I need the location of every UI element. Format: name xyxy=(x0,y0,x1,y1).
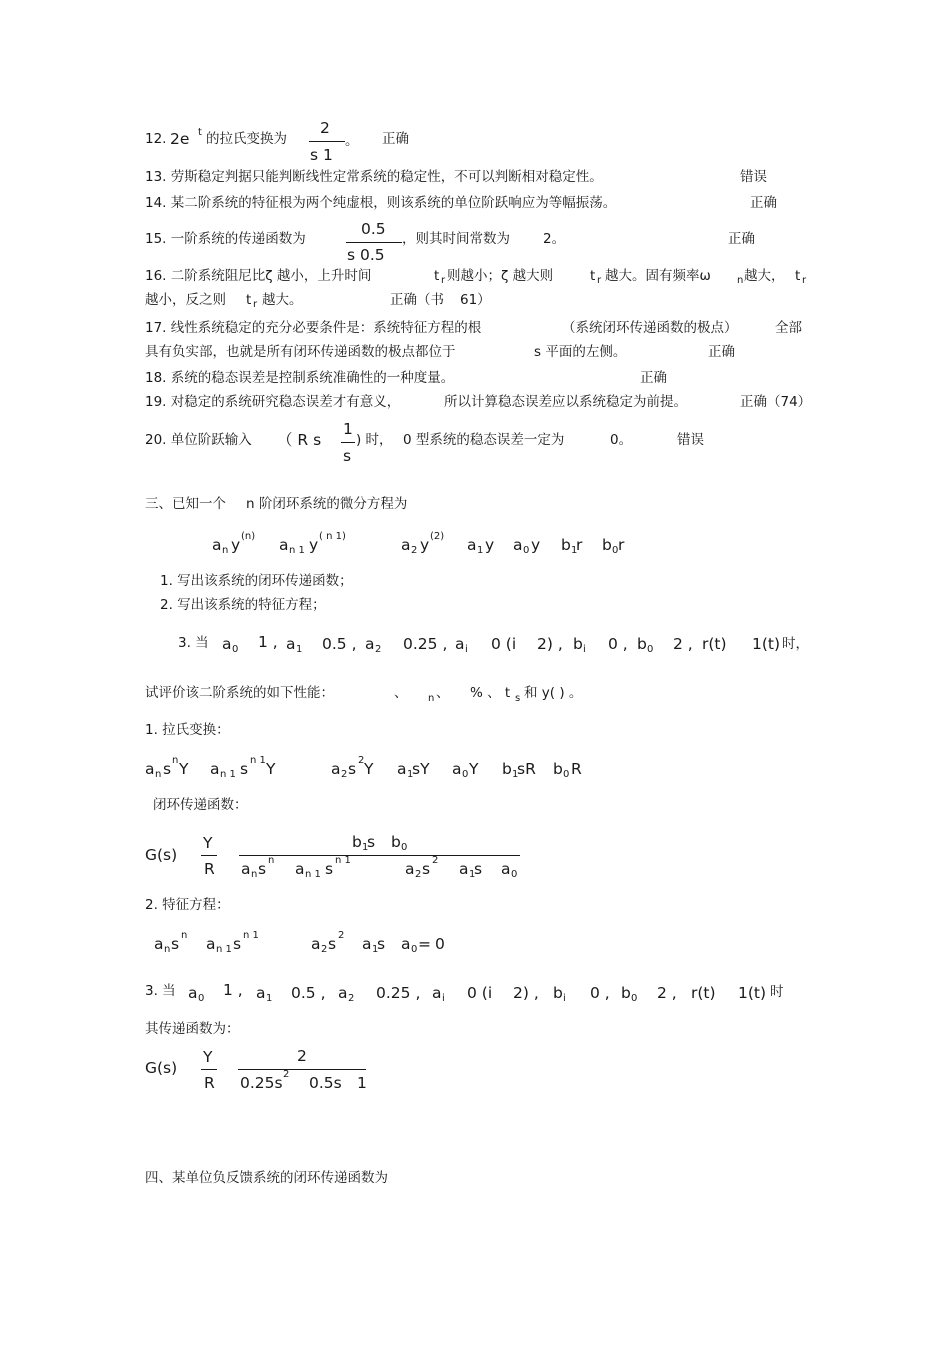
transfer-function-R: R xyxy=(204,1074,215,1092)
q12-answer: 正确 xyxy=(382,131,409,147)
section3-requirement-1: 1. 写出该系统的闭环传递函数； xyxy=(160,573,353,589)
q19-answer: 正确（74） xyxy=(740,394,812,410)
q16-tr-2-sub: r xyxy=(597,275,602,286)
q16-tr-1: t xyxy=(434,268,440,284)
q16-text-f: 越大， xyxy=(744,268,785,284)
q14-text: 14. 某二阶系统的特征根为两个纯虚根，则该系统的单位阶跃响应为等幅振荡。 xyxy=(145,195,617,211)
q20-rs: （ R s xyxy=(277,431,322,449)
section3-title-b: n 阶闭环系统的微分方程为 xyxy=(246,496,408,512)
section3-requirement-2: 2. 写出该系统的特征方程； xyxy=(160,597,326,613)
q15-answer: 正确 xyxy=(728,231,755,247)
q14-answer: 正确 xyxy=(750,195,777,211)
q12-frac-bar xyxy=(309,141,345,142)
q16-line2-tr-sub: r xyxy=(253,299,258,310)
q16-line2-a: 越小，反之则 xyxy=(145,292,226,308)
q12-period: 。 xyxy=(345,133,359,149)
q13-text: 13. 劳斯稳定判据只能判断线性定常系统的稳定性，不可以判断相对稳定性。 xyxy=(145,169,603,185)
q20-frac-num: 1 xyxy=(343,420,353,438)
q19-text-a: 19. 对稳定的系统研究稳态误差才有意义， xyxy=(145,394,401,410)
transfer-function-G: G(s) xyxy=(145,1059,178,1077)
evaluate-text: 试评价该二阶系统的如下性能： xyxy=(145,685,334,701)
q20-frac-bar xyxy=(341,442,355,443)
q16-tr-3-sub: r xyxy=(802,275,807,286)
q17-line2-a: 具有负实部，也就是所有闭环传递函数的极点都位于 xyxy=(145,344,456,360)
closed-loop-yr-bar xyxy=(201,855,217,856)
q12-text: 的拉氏变换为 xyxy=(206,131,287,147)
evaluate-n-sub: n xyxy=(428,693,435,704)
q19-text-b: 所以计算稳态误差应以系统稳定为前提。 xyxy=(444,394,687,410)
q12-frac-den: s 1 xyxy=(310,146,333,164)
q16-tr-3: t xyxy=(795,268,801,284)
q20-text-e: 0。 xyxy=(610,432,633,448)
evaluate-sep-b: 、 xyxy=(436,685,450,701)
closed-loop-R: R xyxy=(204,860,215,878)
q16-text-e: 越大。固有频率ω xyxy=(605,268,711,284)
q20-frac-den: s xyxy=(343,447,352,465)
q20-text-d: 0 型系统的稳态误差一定为 xyxy=(403,432,565,448)
q13-answer: 错误 xyxy=(740,169,767,185)
q16-line2-tr: t xyxy=(246,292,252,308)
evaluate-overshoot: % 、 t xyxy=(470,685,511,701)
q17-text-a: 17. 线性系统稳定的充分必要条件是：系统特征方程的根 xyxy=(145,320,482,336)
closed-loop-label: 闭环传递函数： xyxy=(153,797,248,813)
q15-frac-bar xyxy=(346,242,402,243)
closed-loop-Y: Y xyxy=(203,834,213,852)
q20-text-a: 20. 单位阶跃输入 xyxy=(145,432,252,448)
q15-value: 2。 xyxy=(543,231,566,247)
q17-text-b: （系统闭环传递函数的极点） xyxy=(562,320,738,336)
step1-title: 1. 拉氏变换： xyxy=(145,722,230,738)
q15-frac-num: 0.5 xyxy=(361,220,386,238)
q20-answer: 错误 xyxy=(677,432,704,448)
step3-lead: 3. 当 xyxy=(145,983,176,999)
q15-frac-den: s 0.5 xyxy=(347,246,385,264)
transfer-function-fraction-bar xyxy=(238,1069,366,1070)
evaluate-sep-a: 、 xyxy=(394,685,408,701)
q16-omega-sub: n xyxy=(737,275,744,286)
section3-title-a: 三、已知一个 xyxy=(145,496,226,512)
q15-text-mid: ，则其时间常数为 xyxy=(402,231,510,247)
closed-loop-G: G(s) xyxy=(145,846,178,864)
q12-exp: t xyxy=(198,127,202,138)
evaluate-tail: 和 y( ) 。 xyxy=(524,685,583,701)
transfer-function-Y: Y xyxy=(203,1048,213,1066)
section3-requirement-3-tail: 时， xyxy=(782,636,809,652)
q16-text-c: 则越小；ζ 越大则 xyxy=(447,268,554,284)
q15-text: 15. 一阶系统的传递函数为 xyxy=(145,231,306,247)
section4-title: 四、某单位负反馈系统的闭环传递函数为 xyxy=(145,1170,388,1186)
section3-requirement-3-lead: 3. 当 xyxy=(178,635,209,651)
step3-tail: 时 xyxy=(770,984,784,1000)
q16-tr-1-sub: r xyxy=(441,275,446,286)
q16-answer: 正确（书 xyxy=(390,292,444,308)
q17-line2-b: s 平面的左侧。 xyxy=(534,344,627,360)
q17-answer: 正确 xyxy=(708,344,735,360)
q20-text-c: ) 时， xyxy=(356,432,393,448)
q18-answer: 正确 xyxy=(640,370,667,386)
transfer-function-numerator: 2 xyxy=(297,1047,307,1065)
evaluate-ts-sub: s xyxy=(515,693,521,704)
closed-loop-fraction-bar xyxy=(239,855,520,856)
transfer-function-label: 其传递函数为： xyxy=(145,1021,240,1037)
q16-answer-page: 61） xyxy=(460,292,491,308)
q12-expr: 2e xyxy=(170,130,190,148)
step2-title: 2. 特征方程： xyxy=(145,897,230,913)
q16-text-a: 16. 二阶系统阻尼比ζ 越小，上升时间 xyxy=(145,268,372,284)
q17-text-c: 全部 xyxy=(775,320,802,336)
q12-frac-num: 2 xyxy=(320,119,330,137)
q16-line2-c: 越大。 xyxy=(262,292,303,308)
characteristic-zero: 0 xyxy=(435,935,445,953)
q16-tr-2: t xyxy=(590,268,596,284)
q12-number: 12. xyxy=(145,131,167,147)
transfer-function-yr-bar xyxy=(201,1069,217,1070)
q18-text: 18. 系统的稳态误差是控制系统准确性的一种度量。 xyxy=(145,370,455,386)
